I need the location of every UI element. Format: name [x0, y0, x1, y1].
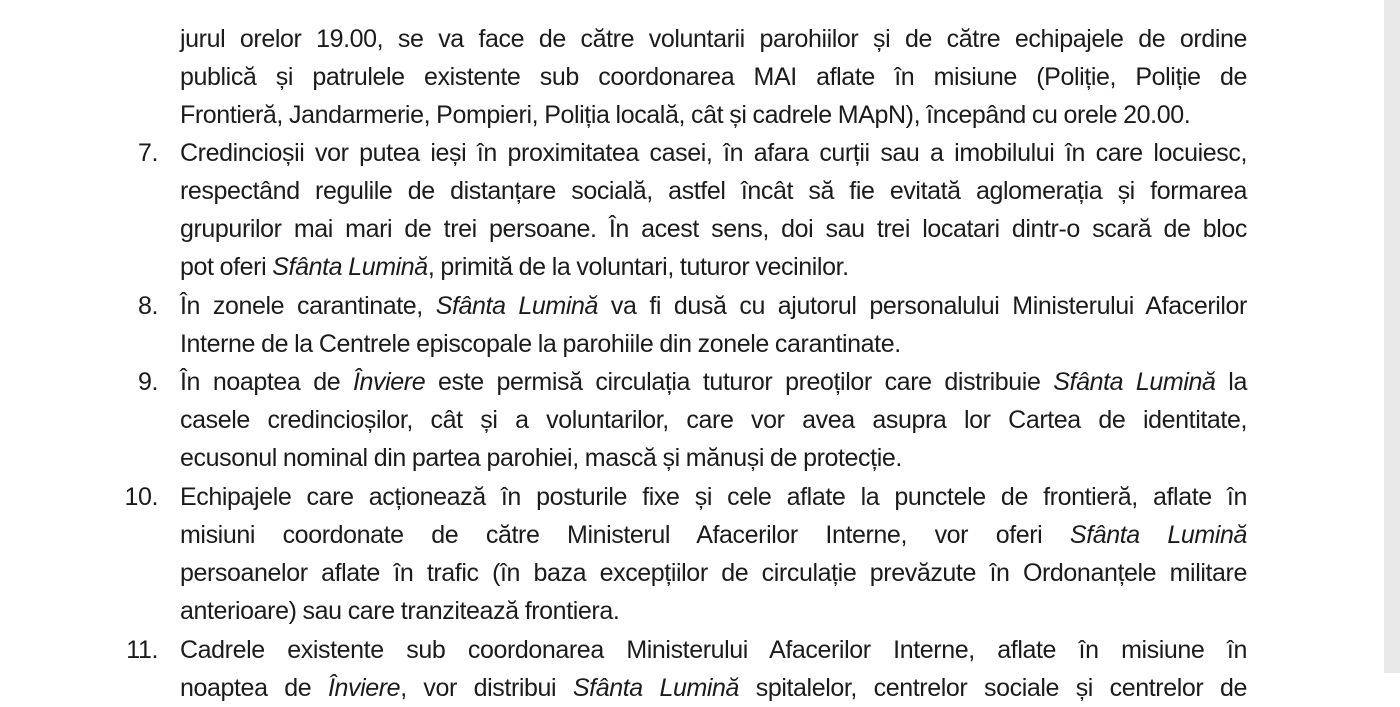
list-item-number: 8. [137, 292, 158, 320]
vertical-scrollbar[interactable] [1384, 0, 1400, 673]
doc-line: noaptea de Înviere, vor distribui Sfânta Lumină spitalelor, centrelor sociale și centrelor de [180, 674, 1248, 702]
doc-line: grupurilor mai mari de trei persoane. În acest sens, doi sau trei locatari dintr-o scară de bloc [180, 215, 1247, 243]
doc-line: misiuni coordonate de către Ministerul Afacerilor Interne, vor oferi Sfânta Lumină [180, 521, 1247, 549]
doc-line: Credincioșii vor putea ieși în proximitatea casei, în afara curții sau a imobilului în care locuiesc, [180, 139, 1247, 167]
doc-line [180, 0, 1247, 20]
list-item-number: 7. [137, 139, 158, 167]
doc-line: Cadrele existente sub coordonarea Ministerului Afacerilor Interne, aflate în misiune în [180, 636, 1247, 664]
doc-line: În zonele carantinate, Sfânta Lumină va fi dusă cu ajutorul personalului Ministerului Afacerilor [180, 292, 1247, 320]
list-item-number: 10. [124, 483, 158, 511]
doc-line: jurul orelor 19.00, se va face de către voluntarii parohiilor și de către echipajele de ordine [180, 25, 1247, 53]
doc-line: publică și patrulele existente sub coordonarea MAI aflate în misiune (Poliție, Poliție de [180, 63, 1247, 91]
list-item-number: 9. [137, 368, 158, 396]
doc-line: Interne de la Centrele episcopale la parohiile din zonele carantinate. [180, 330, 901, 358]
doc-line: Echipajele care acționează în posturile fixe și cele aflate la punctele de frontieră, aflate în [180, 483, 1247, 511]
doc-line: respectând regulile de distanțare socială, astfel încât să fie evitată aglomerația și formarea [180, 177, 1247, 205]
doc-line: persoanelor aflate în trafic (în baza excepțiilor de circulație prevăzute în Ordonanțele militare [180, 559, 1247, 587]
doc-line: ecusonul nominal din partea parohiei, mască și mănuși de protecție. [180, 444, 902, 472]
list-item-number: 11. [126, 636, 158, 664]
doc-line: pot oferi Sfânta Lumină, primită de la voluntari, tuturor vecinilor. [180, 253, 849, 281]
doc-line: anterioare) sau care tranzitează frontiera. [180, 597, 620, 625]
doc-line: În noaptea de Înviere este permisă circulația tuturor preoților care distribuie Sfânta Lumină la [180, 368, 1247, 396]
doc-line: Frontieră, Jandarmerie, Pompieri, Poliția locală, cât și cadrele MApN), începând cu orele 20.00. [180, 101, 1191, 129]
doc-line: casele credincioșilor, cât și a voluntarilor, care vor avea asupra lor Cartea de identitate, [180, 406, 1247, 434]
